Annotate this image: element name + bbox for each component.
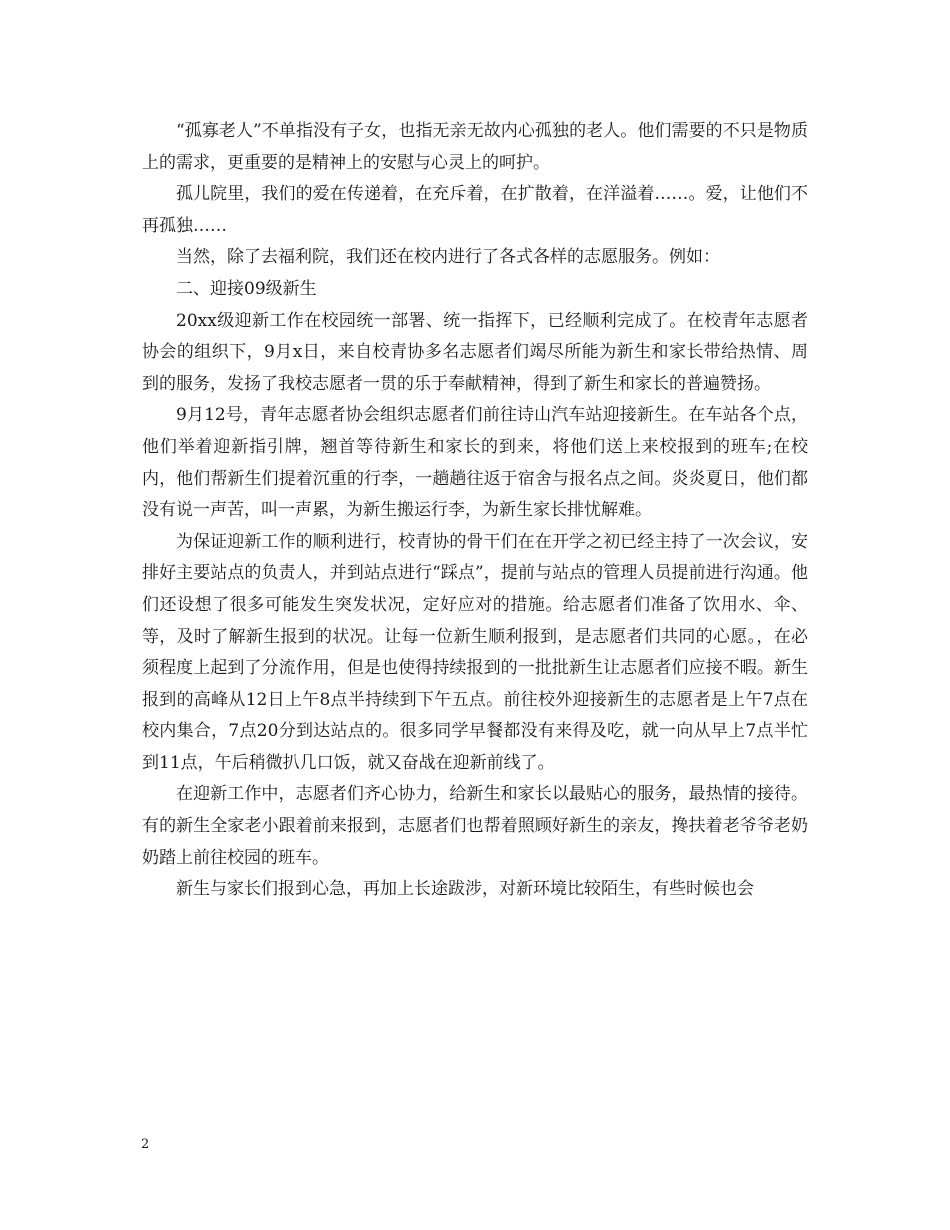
paragraph: “孤寡老人”不单指没有子女，也指无亲无故内心孤独的老人。他们需要的不只是物质上的需求，更重要的是精神上的安慰与心灵上的呵护。 bbox=[142, 121, 808, 173]
page-number: 2 bbox=[141, 1137, 150, 1152]
document-body bbox=[142, 116, 808, 906]
paragraph: 为保证迎新工作的顺利进行，校青协的骨干们在在开学之初已经主持了一次会议，安排好主要站点的负责人，并到站点进行“踩点”，提前与站点的管理人员提前进行沟通。他们还设想了很多可能发生突发状况，定好应对的措施。给志愿者们准备了饮用水、伞、等，及时了解新生报到的状况。让每一位新生顺利报到，是志愿者们共同的心愿。，在必须程度上起到了分流作用，但是也使得持续报到的一批批新生让志愿者们应接不暇。新生报到的高峰从12日上午8点半持续到下午五点。前往校外迎接新生的志愿者是上午7点在校内集合，7点20分到达站点的。很多同学早餐都没有来得及吃，就一向从早上7点半忙到11点，午后稍微扒几口饭，就又奋战在迎新前线了。 bbox=[142, 531, 808, 773]
section-heading: 二、迎接09级新生 bbox=[176, 278, 317, 299]
paragraph: 新生与家长们报到心急，再加上长途跋涉，对新环境比较陌生，有些时候也会 bbox=[176, 879, 754, 900]
paragraph: 9月12号，青年志愿者协会组织志愿者们前往诗山汽车站迎接新生。在车站各个点，他们举着迎新指引牌，翘首等待新生和家长的到来，将他们送上来校报到的班车;在校内，他们帮新生们提着沉重的行李，一趟趟往返于宿舍与报名点之间。炎炎夏日，他们都没有说一声苦，叫一声累，为新生搬运行李，为新生家长排忧解难。 bbox=[142, 405, 808, 521]
paragraph: 在迎新工作中，志愿者们齐心协力，给新生和家长以最贴心的服务，最热情的接待。有的新生全家老小跟着前来报到，志愿者们也帮着照顾好新生的亲友，搀扶着老爷爷老奶奶踏上前往校园的班车。 bbox=[142, 784, 808, 868]
paragraph: 孤儿院里，我们的爱在传递着，在充斥着，在扩散着，在洋溢着……。爱，让他们不再孤独…… bbox=[142, 184, 808, 236]
paragraph: 20xx级迎新工作在校园统一部署、统一指挥下，已经顺利完成了。在校青年志愿者协会的组织下，9月x日，来自校青协多名志愿者们竭尽所能为新生和家长带给热情、周到的服务，发扬了我校志愿者一贯的乐于奉献精神，得到了新生和家长的普遍赞扬。 bbox=[142, 310, 808, 394]
paragraph: 当然，除了去福利院，我们还在校内进行了各式各样的志愿服务。例如： bbox=[176, 247, 720, 268]
